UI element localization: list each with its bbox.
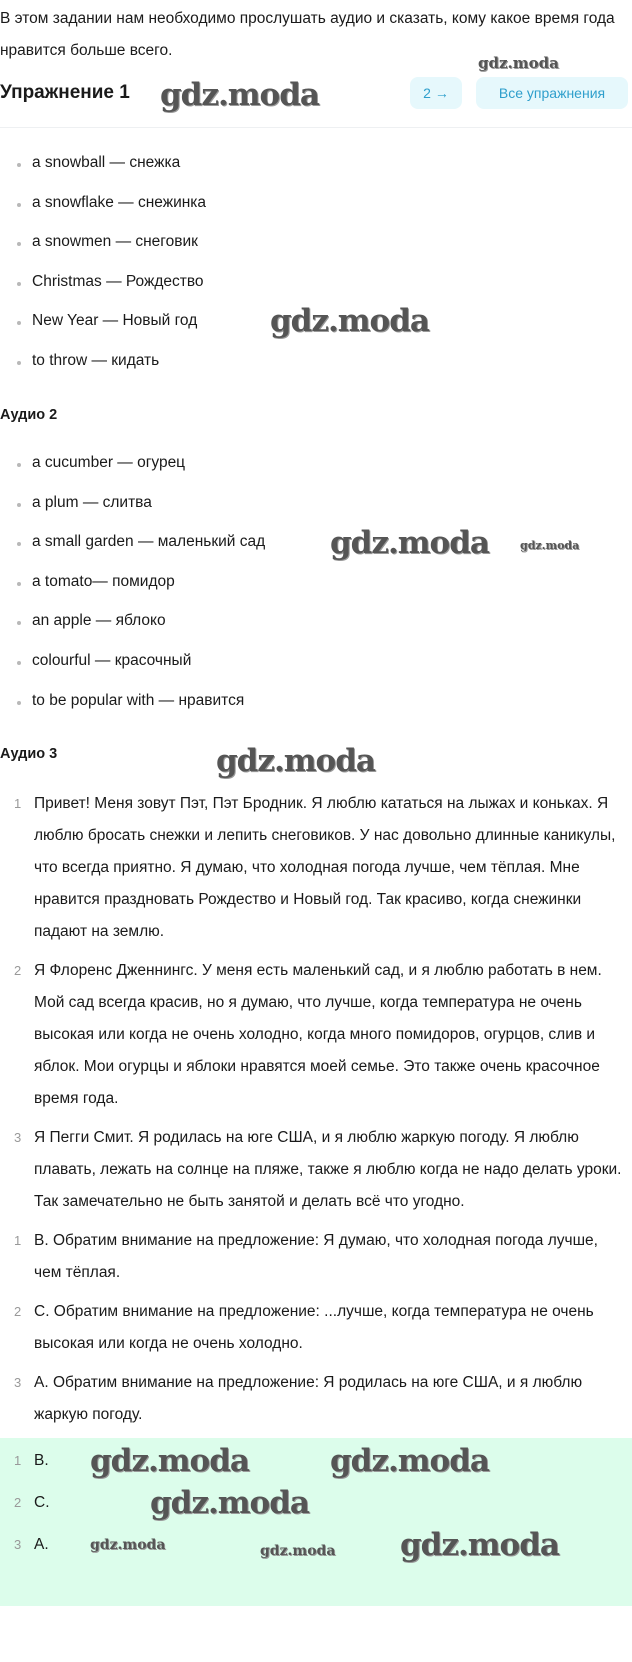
item-text: B.: [34, 1452, 49, 1469]
list-item: [0, 1296, 625, 1360]
list-item: a snowflake — снежинка: [0, 190, 206, 230]
page-title: Упражнение 1: [0, 82, 130, 103]
watermark-logo: gdz.moda: [150, 1485, 309, 1521]
answer-box: [0, 1438, 632, 1606]
item-text: C.: [34, 1494, 50, 1511]
watermark-logo: gdz.moda: [260, 1543, 336, 1559]
item-number: 1: [14, 796, 22, 811]
answer-item: [0, 1482, 625, 1524]
item-number: 2: [14, 1495, 22, 1510]
list-item: New Year — Новый год: [0, 308, 206, 348]
audio3-section: [0, 788, 632, 1606]
list-item: a plum — слитва: [0, 490, 265, 530]
list-item: a tomato— помидор: [0, 569, 265, 609]
item-number: 1: [14, 1233, 22, 1248]
list-item: a snowmen — снеговик: [0, 229, 206, 269]
audio3-list: [0, 788, 625, 1431]
list-item: a cucumber — огурец: [0, 450, 265, 490]
list-item: a small garden — маленький сад: [0, 529, 265, 569]
item-text: Привет! Меня зовут Пэт, Пэт Бродник. Я люблю кататься на лыжах и коньках. Я люблю бросать снежки и лепить снеговиков. У нас довольно длинные каникулы, что всегда приятно. Я думаю, что холодная погода лучше, чем тёплая. Мне нравится праздновать Рождество и Новый год. Так красиво, когда снежинки падают на землю.: [34, 795, 616, 940]
item-text: Я Флоренс Дженнингс. У меня есть маленький сад, и я люблю работать в нем. Мой сад всегда красив, но я думаю, что лучше, когда температура не очень высокая или когда не очень холодно, когда много помидоров, огурцов, слив и яблок. Мои огурцы и яблоки нравятся моей семье. Это также очень красочное время года.: [34, 962, 602, 1107]
audio2-vocab-list: [0, 450, 265, 727]
next-exercise-button[interactable]: 2 →: [410, 77, 462, 109]
item-number: 3: [14, 1537, 22, 1552]
audio3-heading: Аудио 3: [0, 746, 58, 762]
audio2-heading: Аудио 2: [0, 407, 58, 423]
exercise-header: [0, 72, 632, 128]
watermark-logo: gdz.moda: [330, 525, 489, 561]
answer-list: [0, 1440, 625, 1566]
watermark-logo: gdz.moda: [520, 539, 580, 552]
item-number: 1: [14, 1453, 22, 1468]
answer-item: [0, 1524, 625, 1566]
list-item: a snowball — снежка: [0, 150, 206, 190]
list-item: [0, 955, 625, 1115]
watermark-logo: gdz.moda: [330, 1443, 489, 1479]
list-item: colourful — красочный: [0, 648, 265, 688]
all-exercises-button[interactable]: Все упражнения: [476, 77, 628, 109]
intro-text: В этом задании нам необходимо прослушать аудио и сказать, кому какое время года нравится больше всего.: [0, 10, 615, 59]
watermark-logo: gdz.moda: [216, 743, 375, 779]
list-item: to be popular with — нравится: [0, 688, 265, 728]
watermark-logo: gdz.moda: [90, 1537, 166, 1553]
watermark-logo: gdz.moda: [400, 1527, 559, 1563]
list-item: [0, 1367, 625, 1431]
audio1-vocab-list: [0, 150, 206, 388]
item-text: Я Пегги Смит. Я родилась на юге США, и я люблю жаркую погоду. Я люблю плавать, лежать на солнце на пляже, также я люблю когда не надо делать уроки. Так замечательно не быть занятой и делать всё что угодно.: [34, 1129, 622, 1210]
list-item: to throw — кидать: [0, 348, 206, 388]
item-number: 2: [14, 963, 22, 978]
list-item: [0, 1225, 625, 1289]
list-item: an apple — яблоко: [0, 608, 265, 648]
list-item: [0, 788, 625, 948]
list-item: [0, 1122, 625, 1218]
watermark-logo: gdz.moda: [270, 303, 429, 339]
item-number: 2: [14, 1304, 22, 1319]
watermark-logo: gdz.moda: [478, 54, 559, 72]
item-text: C. Обратим внимание на предложение: ...лучше, когда температура не очень высокая или когда не очень холодно.: [34, 1303, 594, 1352]
watermark-logo: gdz.moda: [90, 1443, 249, 1479]
answer-item: [0, 1440, 625, 1482]
watermark-logo: gdz.moda: [160, 77, 319, 113]
item-number: 3: [14, 1375, 22, 1390]
list-item: Christmas — Рождество: [0, 269, 206, 309]
item-number: 3: [14, 1130, 22, 1145]
item-text: B. Обратим внимание на предложение: Я думаю, что холодная погода лучше, чем тёплая.: [34, 1232, 598, 1281]
item-text: A. Обратим внимание на предложение: Я родилась на юге США, и я люблю жаркую погоду.: [34, 1374, 583, 1423]
item-text: A.: [34, 1536, 49, 1553]
